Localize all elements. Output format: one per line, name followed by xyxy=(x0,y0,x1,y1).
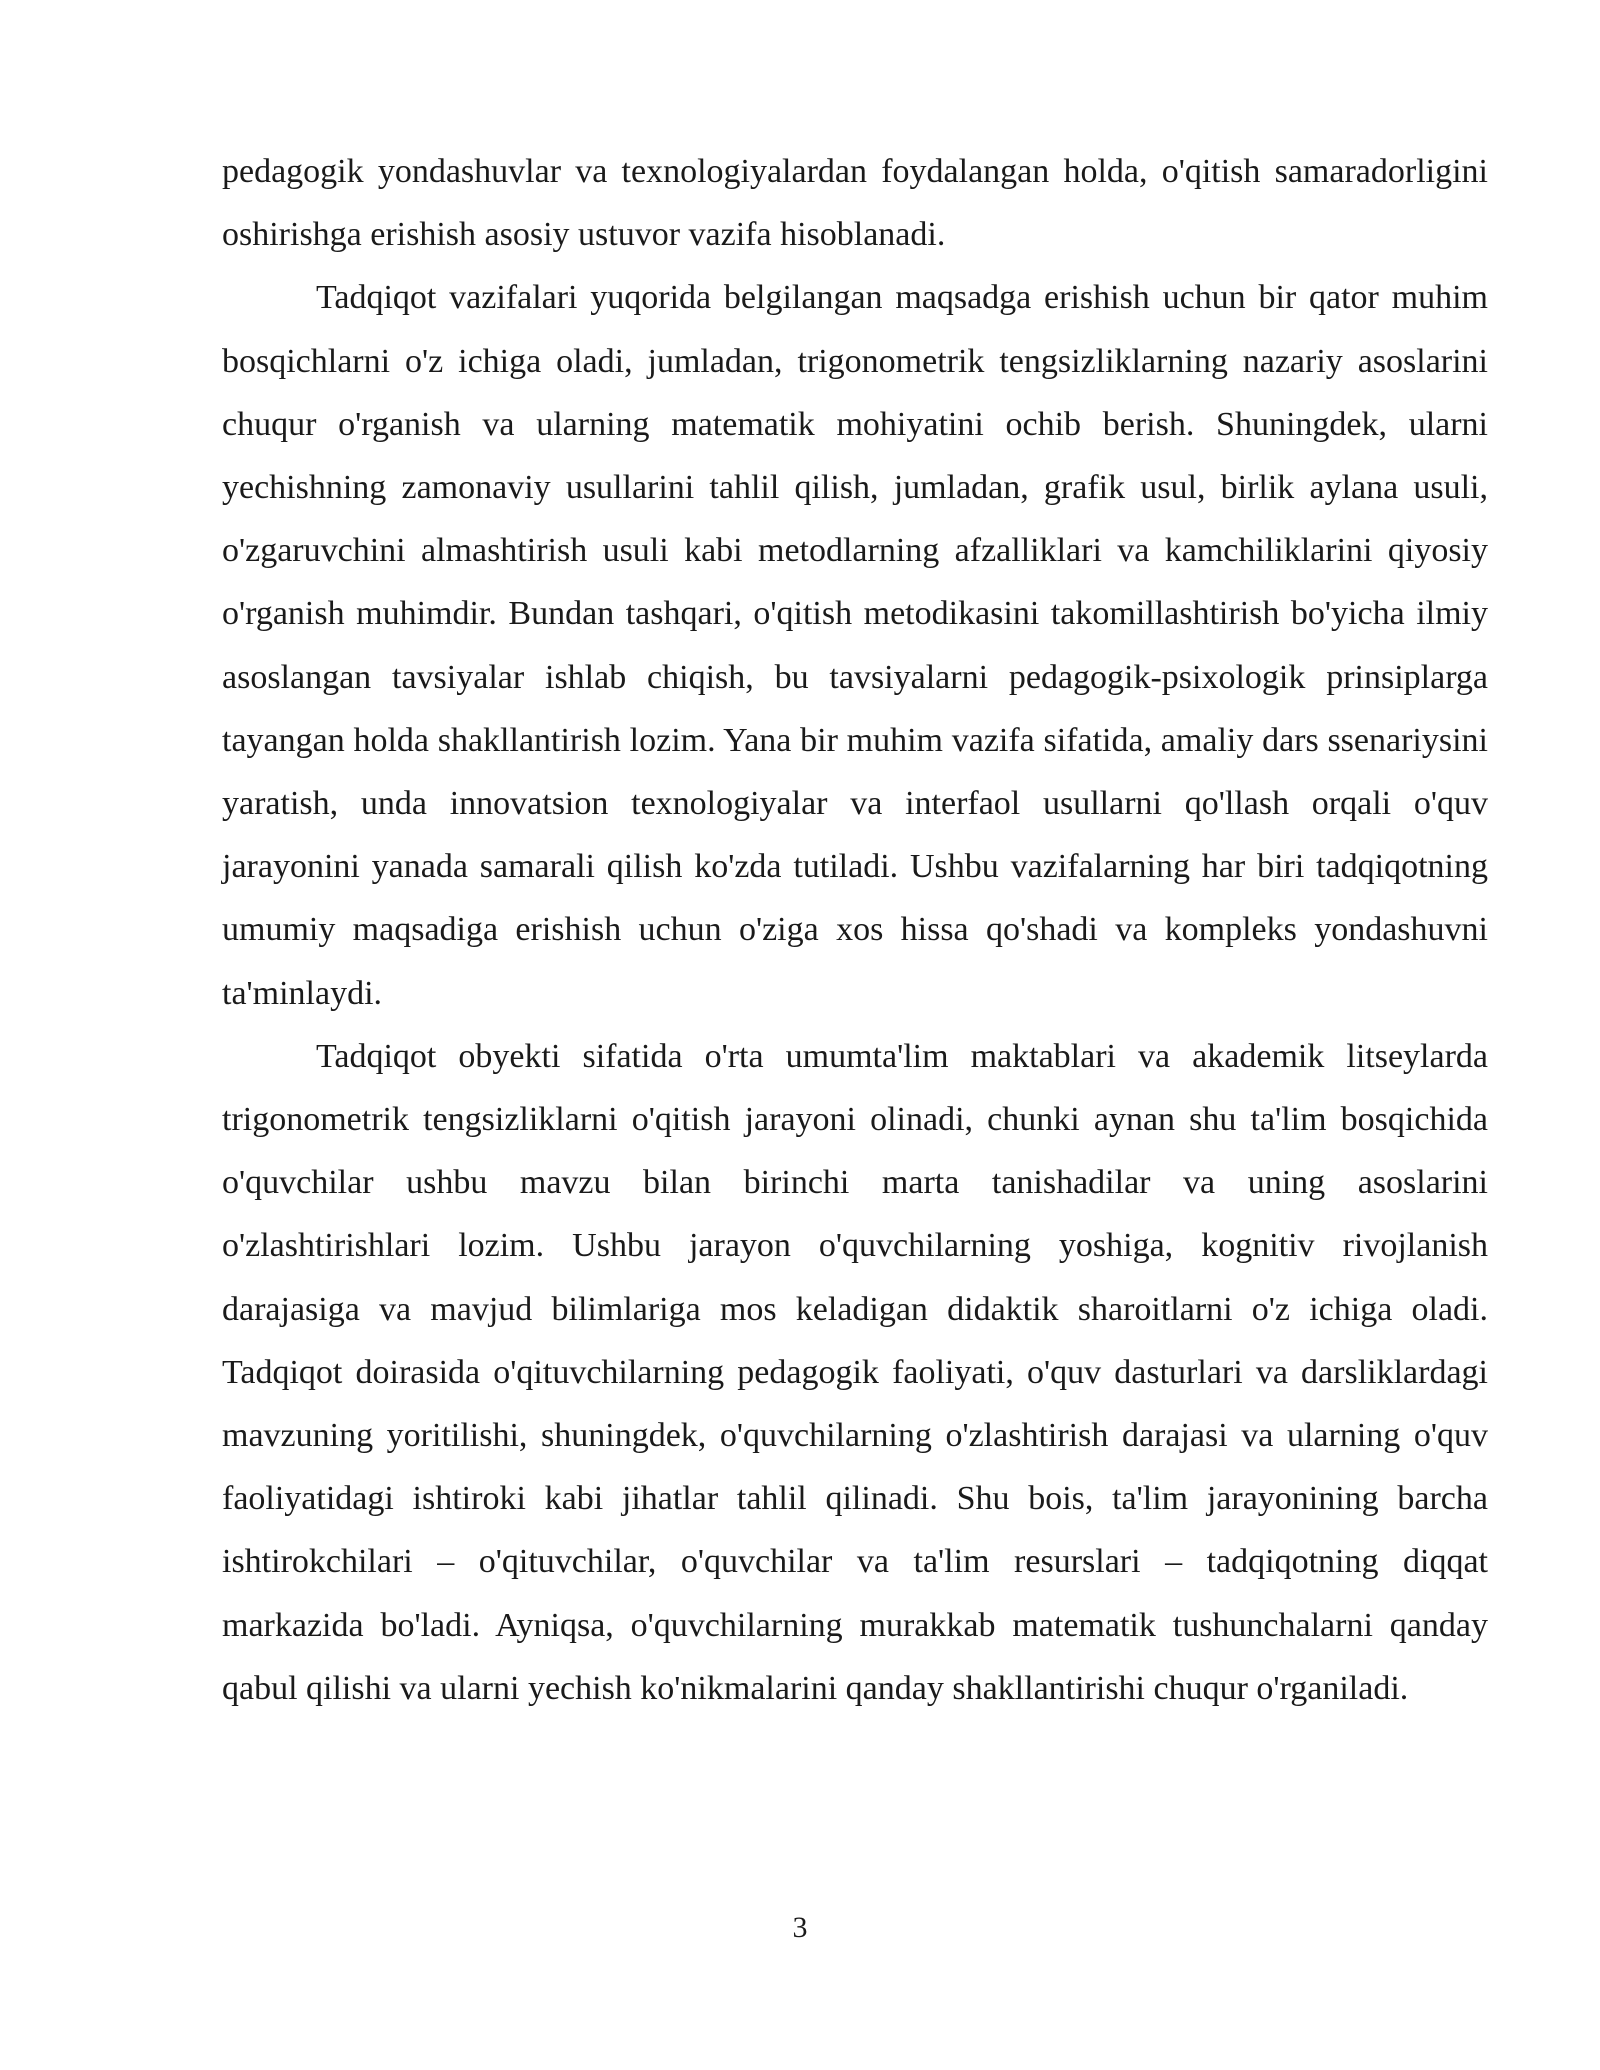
paragraph-research-tasks: Tadqiqot vazifalari yuqorida belgilangan maqsadga erishish uchun bir qator muhim bosqichlarni o'z ichiga oladi, jumladan, trigonometrik tengsizliklarning nazariy asoslarini chuqur o'rganish va ularning matematik mohiyatini ochib berish. Shuningdek, ularni yechishning zamonaviy usullarini tahlil qilish, jumladan, grafik usul, birlik aylana usuli, o'zgaruvchini almashtirish usuli kabi metodlarning afzalliklari va kamchiliklarini qiyosiy o'rganish muhimdir. Bundan tashqari, o'qitish metodikasini takomillashtirish bo'yicha ilmiy asoslangan tavsiyalar ishlab chiqish, bu tavsiyalarni pedagogik-psixologik prinsiplarga tayangan holda shakllantirish lozim. Yana bir muhim vazifa sifatida, amaliy dars ssenariysini yaratish, unda innovatsion texnologiyalar va interfaol usullarni qo'llash orqali o'quv jarayonini yanada samarali qilish ko'zda tutiladi. Ushbu vazifalarning har biri tadqiqotning umumiy maqsadiga erishish uchun o'ziga xos hissa qo'shadi va kompleks yondashuvni ta'minlaydi. xyxy=(222,279,1488,1012)
paragraph-research-object: Tadqiqot obyekti sifatida o'rta umumta'lim maktablari va akademik litseylarda trigonometrik tengsizliklarni o'qitish jarayoni olinadi, chunki aynan shu ta'lim bosqichida o'quvchilar ushbu mavzu bilan birinchi marta tanishadilar va uning asoslarini o'zlashtirishlari lozim. Ushbu jarayon o'quvchilarning yoshiga, kognitiv rivojlanish darajasiga va mavjud bilimlariga mos keladigan didaktik sharoitlarni o'z ichiga oladi. Tadqiqot doirasida o'qituvchilarning pedagogik faoliyati, o'quv dasturlari va darsliklardagi mavzuning yoritilishi, shuningdek, o'quvchilarning o'zlashtirish darajasi va ularning o'quv faoliyatidagi ishtiroki kabi jihatlar tahlil qilinadi. Shu bois, ta'lim jarayonining barcha ishtirokchilari – o'qituvchilar, o'quvchilar va ta'lim resurslari – tadqiqotning diqqat markazida bo'ladi. Ayniqsa, o'quvchilarning murakkab matematik tushunchalarni qanday qabul qilishi va ularni yechish ko'nikmalarini qanday shakllantirishi chuqur o'rganiladi. xyxy=(222,1037,1488,1707)
page-body xyxy=(222,140,1488,1720)
paragraph-continuation: pedagogik yondashuvlar va texnologiyalardan foydalangan holda, o'qitish samaradorligini oshirishga erishish asosiy ustuvor vazifa hisoblanadi. xyxy=(222,153,1488,254)
page-number: 3 xyxy=(792,1911,808,1944)
